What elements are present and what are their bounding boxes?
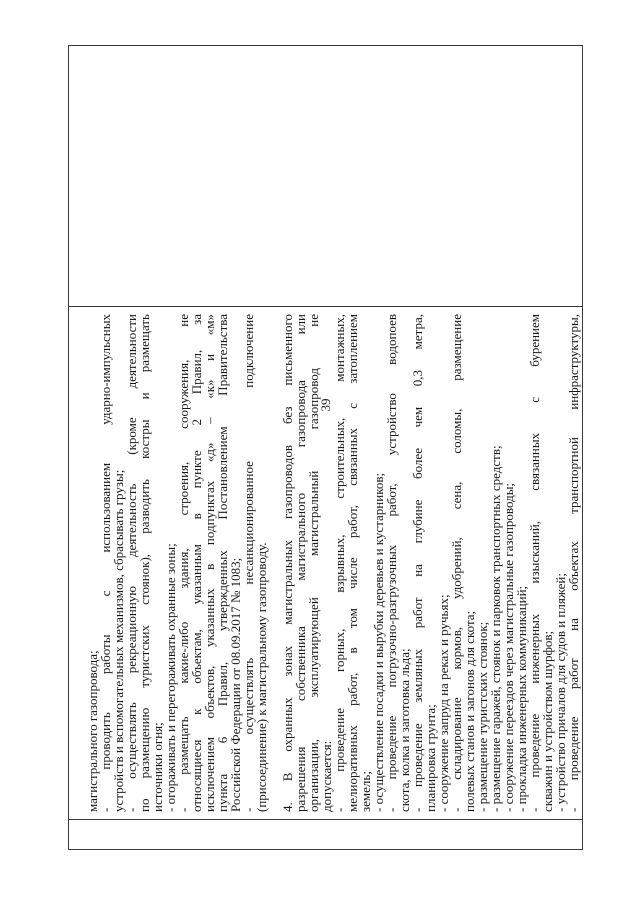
text-line: - огораживать и перегораживать охранные зоны; [163, 543, 178, 812]
text-line: 4. В охранных зонах магистральных газопроводов без письменного [280, 314, 295, 812]
text-line: планировка грунта; [423, 704, 438, 812]
text-line: - размещение туристских стоянок; [475, 621, 490, 812]
text-line: - проведение погрузочно-разгрузочных работ, устройство водопоев [384, 314, 399, 812]
text-line: - осуществлять несанкционированное подключение [241, 314, 256, 812]
text-line: устройств и вспомогательных механизмов, сбрасывать грузы; [111, 469, 126, 812]
paragraph [281, 314, 580, 812]
text-line: - проведение земляных работ на глубине более чем 0,3 метра, [410, 314, 425, 812]
paragraph [86, 314, 268, 812]
text-line: - осуществление посадки и вырубки деревьев и кустарников; [371, 472, 386, 812]
page-number: 39 [318, 398, 333, 412]
text-line: организации, эксплуатирующей магистральный газопровод не [306, 314, 321, 812]
text-line: исключением объектов, указанных в подпунктах «д» – «к» и «м» [202, 314, 217, 812]
table-cell-text [86, 310, 583, 815]
text-line: относящиеся к объектам, указанным в пункте 2 Правил, за [189, 314, 204, 812]
text-line: пункта 6 Правил, утвержденных Постановлением Правительства [215, 314, 230, 812]
text-line: скважин и устройством шурфов; [540, 630, 555, 812]
table-row-divider [68, 306, 583, 307]
text-line: - устройство причалов для судов и пляжей; [553, 572, 568, 812]
text-line: земель; [358, 771, 373, 812]
text-line: - проведение горных, взрывных, строительных, монтажных, [332, 314, 347, 812]
text-line: - проведение инженерных изысканий, связанных с бурением [527, 314, 542, 812]
text-line: допускается: [319, 740, 334, 812]
text-line: - проводить работы с использованием ударно-импульсных [98, 314, 113, 812]
table-cell-empty [69, 46, 582, 305]
text-line: (присоединение) к магистральному газопроводу. [254, 542, 269, 812]
text-line: источники огня; [150, 722, 165, 812]
text-line: - размещать какие-либо здания, строения, сооружения, не [176, 314, 191, 812]
text-line: - сооружение переездов через магистральные газопроводы; [501, 482, 516, 812]
text-line: мелиоративных работ, в том числе работ, связанных с затоплением [345, 314, 360, 812]
text-line: магистрального газопровода; [85, 650, 100, 812]
table-cell-empty [69, 820, 582, 849]
text-line: - осуществлять рекреационную деятельность (кроме деятельности [124, 314, 139, 812]
text-line: скота, колка и заготовка льда; [397, 648, 412, 812]
text-line: - складирование кормов, удобрений, сена, соломы, размещение [449, 314, 464, 812]
text-line: - размещение гаражей, стоянок и парковок транспортных средств; [488, 445, 503, 812]
text-line: разрешения собственника магистрального газопровода или [293, 314, 308, 812]
text-line: Российской Федерации от 08.09.2017 № 1083; [228, 557, 243, 812]
text-line: - прокладка инженерных коммуникаций; [514, 585, 529, 812]
text-line: по размещению туристских стоянок), разводить костры и размещать [137, 314, 152, 812]
text-line: - проведение работ на объектах транспортной инфраструктуры, [566, 314, 581, 812]
text-line: полевых станов и загонов для скота; [462, 610, 477, 812]
text-line: - сооружение запруд на реках и ручьях; [436, 594, 451, 812]
